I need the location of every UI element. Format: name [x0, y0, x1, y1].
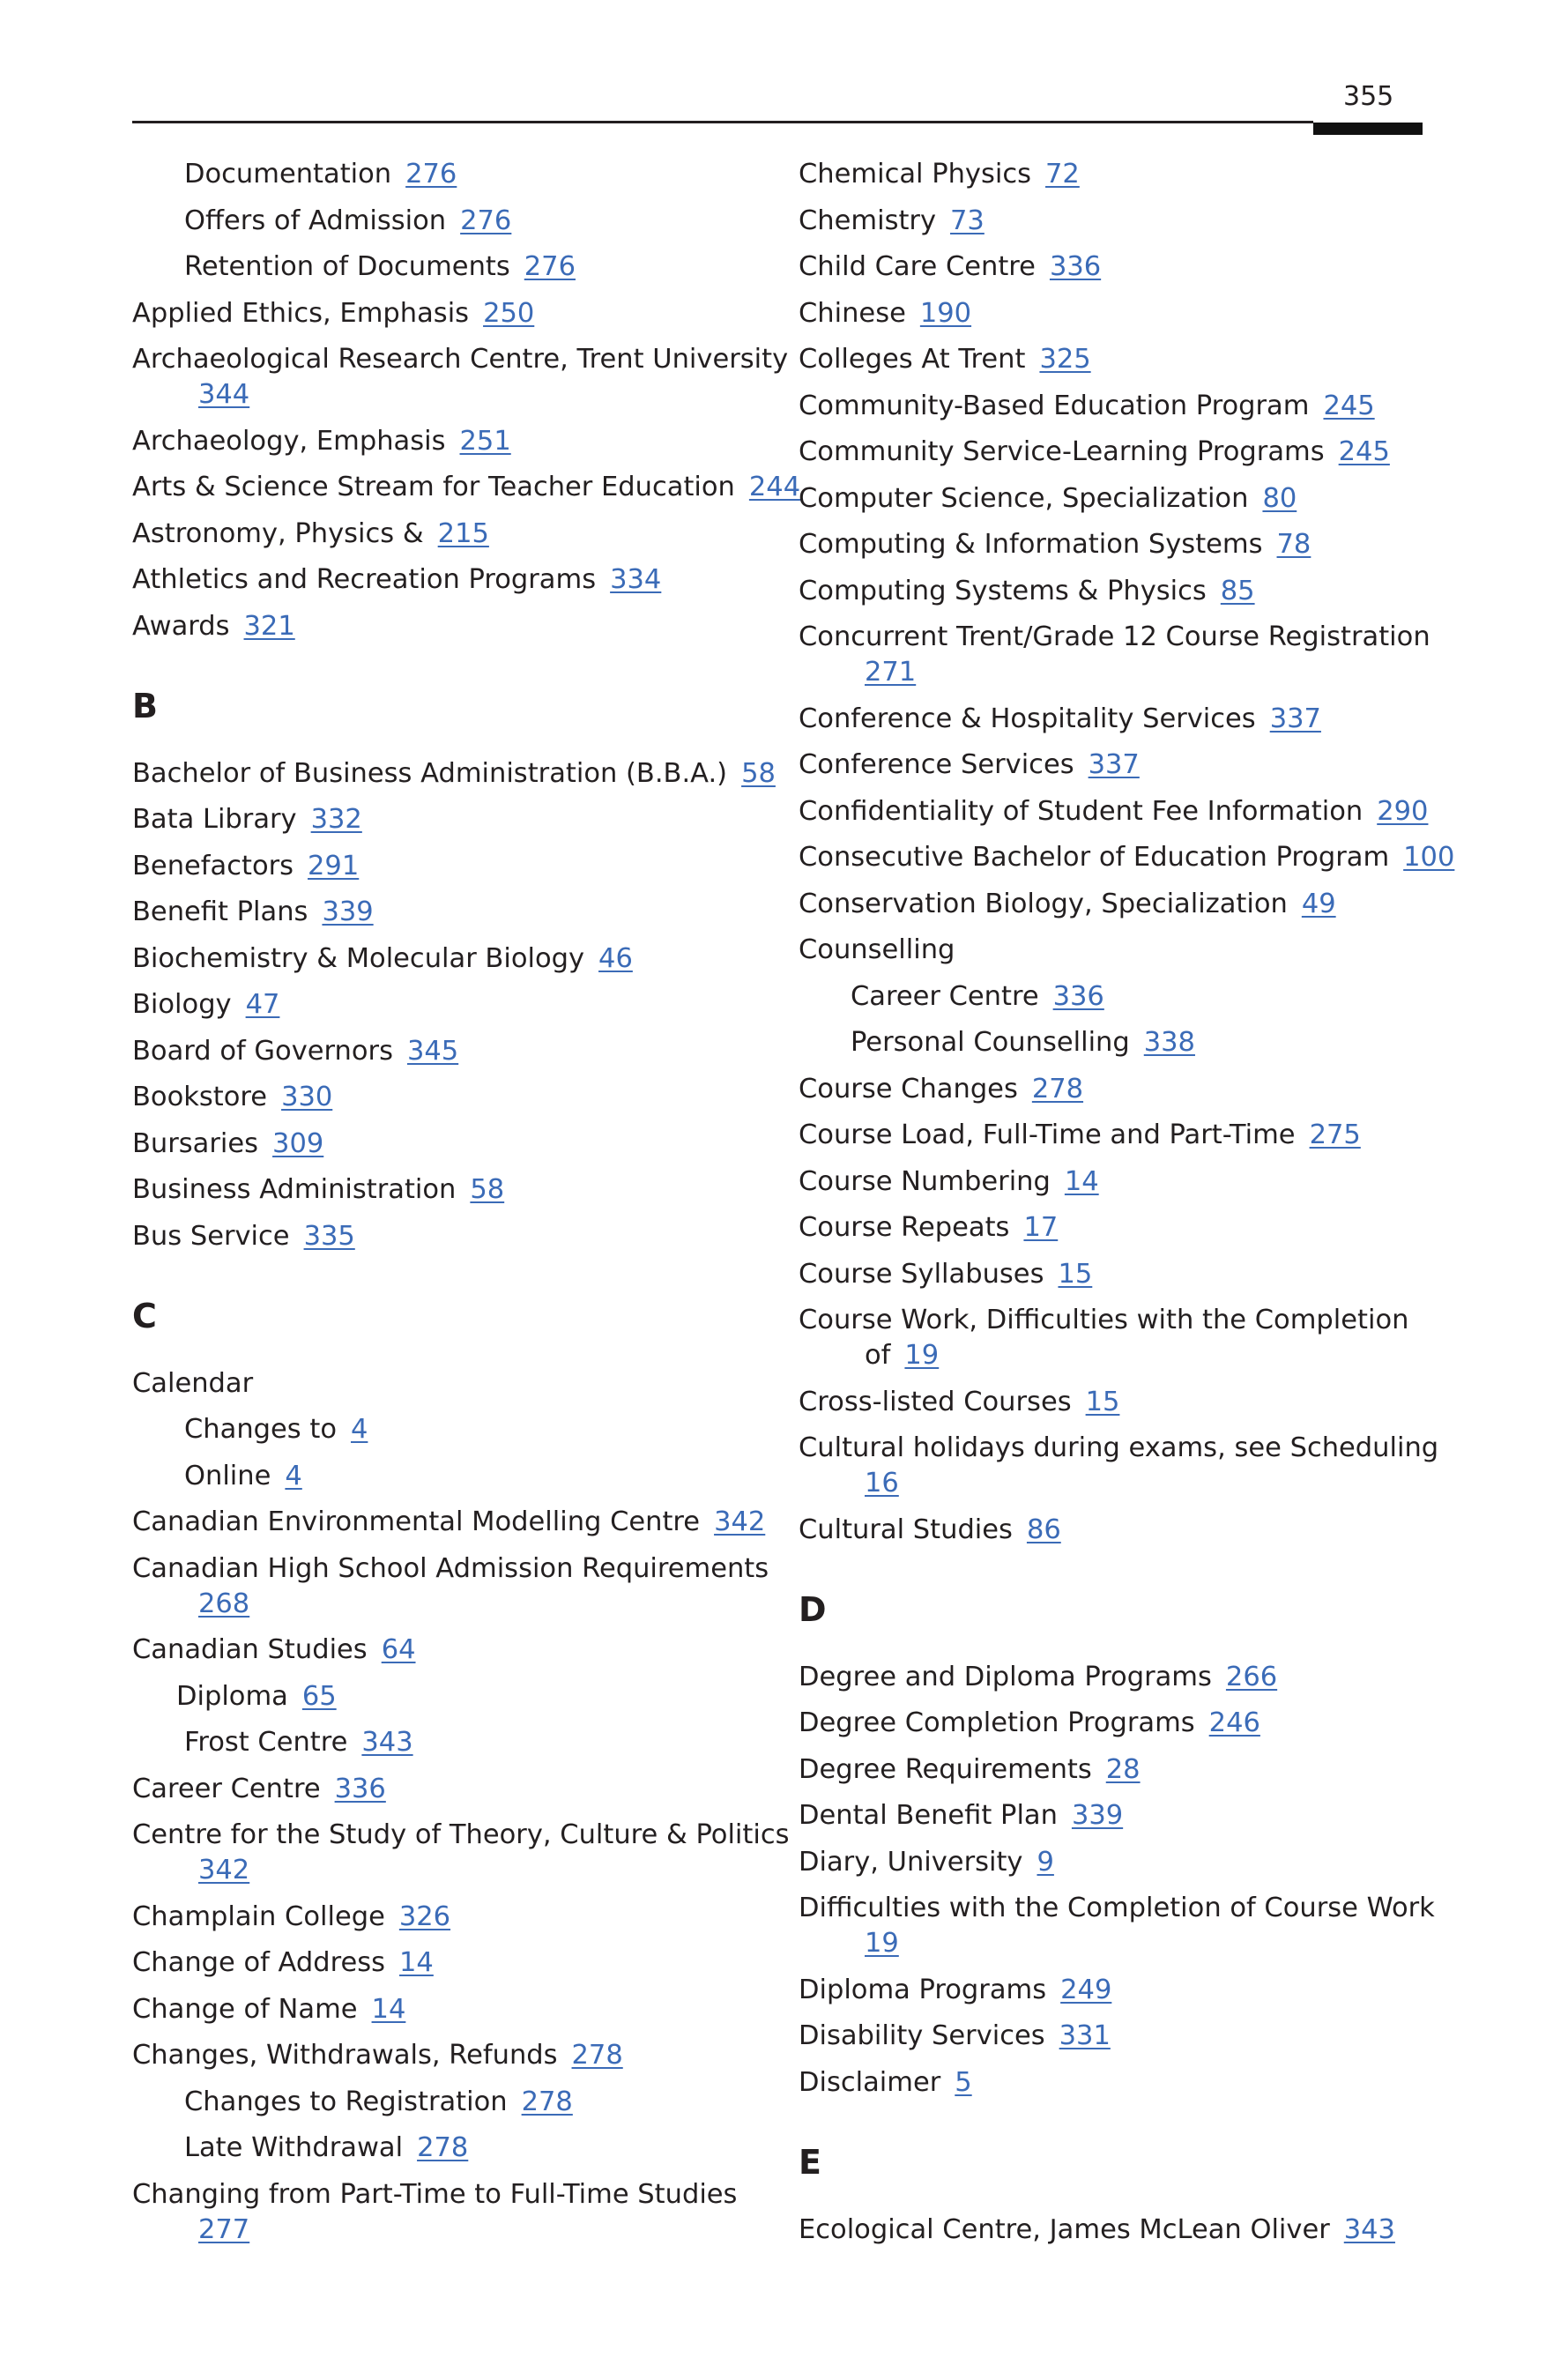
index-entry — [799, 1513, 1433, 1548]
entry-continuation — [132, 1587, 767, 1622]
index-subentry — [132, 204, 767, 239]
entry-term: Counselling — [799, 934, 955, 965]
entry-term: Confidentiality of Student Fee Information — [799, 795, 1364, 827]
entry-continuation — [799, 1926, 1433, 1961]
page-reference-link[interactable]: 46 — [598, 942, 633, 974]
entry-term: Computing Systems & Physics — [799, 575, 1207, 606]
index-entry — [132, 802, 767, 837]
entry-term: Computer Science, Specialization — [799, 482, 1249, 514]
index-subentry — [132, 157, 767, 192]
index-entry — [132, 1219, 767, 1254]
index-entry — [799, 1303, 1433, 1373]
page-reference-link[interactable]: 4 — [350, 1414, 368, 1445]
index-entry — [799, 1973, 1433, 2008]
entry-term: Child Care Centre — [799, 251, 1036, 282]
entry-term: Degree Requirements — [799, 1753, 1092, 1785]
entry-term: Course Work, Difficulties with the Completion — [799, 1305, 1409, 1335]
entry-term: Bachelor of Business Administration (B.B.A.) — [132, 757, 728, 789]
page-reference-link[interactable]: 246 — [1208, 1707, 1260, 1738]
page-reference-link[interactable]: 278 — [571, 2040, 623, 2071]
index-entry — [799, 840, 1455, 875]
page-reference-link[interactable]: 19 — [904, 1340, 940, 1371]
entry-term: Calendar — [132, 1367, 254, 1399]
index-entry — [799, 342, 1433, 377]
entry-term: Biology — [132, 989, 232, 1020]
page-reference-link[interactable]: 336 — [334, 1773, 386, 1804]
page-reference-link[interactable]: 336 — [1049, 251, 1102, 282]
index-entry — [132, 2177, 767, 2248]
index-entry — [132, 756, 776, 792]
entry-term: Personal Counselling — [851, 1027, 1130, 1058]
index-entry — [132, 1127, 767, 1162]
index-entry — [799, 1431, 1439, 1501]
entry-term: Applied Ethics, Emphasis — [132, 297, 470, 329]
index-subentry — [132, 2131, 767, 2166]
entry-term: Community Service-Learning Programs — [799, 436, 1325, 467]
page-reference-link[interactable]: 326 — [398, 1900, 451, 1932]
entry-continuation — [799, 1338, 1433, 1373]
entry-term: Changes to Registration — [184, 2086, 508, 2117]
page-reference-link[interactable]: 325 — [1039, 344, 1091, 375]
section-heading: B — [132, 686, 158, 725]
page-reference-link[interactable]: 245 — [1338, 436, 1390, 467]
index-subentry — [132, 1412, 767, 1447]
page-reference-link[interactable]: 345 — [406, 1035, 459, 1067]
page-reference-link[interactable]: 78 — [1276, 529, 1312, 560]
entry-term: Frost Centre — [184, 1727, 348, 1758]
page-reference-link[interactable]: 5 — [955, 2066, 972, 2098]
entry-term: Bus Service — [132, 1220, 290, 1252]
index-entry — [799, 620, 1433, 690]
entry-term: Board of Governors — [132, 1035, 393, 1067]
page-reference-link[interactable]: 268 — [198, 1588, 250, 1619]
entry-term: Changing from Part-Time to Full-Time Studies — [132, 2178, 738, 2210]
entry-term: Course Load, Full-Time and Part-Time — [799, 1119, 1296, 1150]
page-reference-link[interactable]: 14 — [399, 1947, 434, 1978]
index-entry — [132, 1633, 767, 1668]
page-reference-link[interactable]: 4 — [285, 1460, 302, 1491]
entry-term: Course Repeats — [799, 1212, 1010, 1243]
entry-continuation — [799, 655, 1433, 690]
page-reference-link[interactable]: 47 — [245, 989, 280, 1020]
header-rule — [132, 121, 1313, 123]
page-reference-link[interactable]: 100 — [1403, 842, 1455, 873]
page-reference-link[interactable]: 275 — [1309, 1119, 1361, 1150]
index-entry — [799, 794, 1433, 829]
page-reference-link[interactable]: 9 — [1037, 1846, 1054, 1878]
entry-term: Course Changes — [799, 1073, 1018, 1104]
entry-term: Computing & Information Systems — [799, 529, 1263, 560]
page-reference-link[interactable]: 291 — [308, 850, 360, 881]
index-entry — [799, 1752, 1433, 1788]
entry-term: Changes to — [184, 1414, 337, 1445]
page-reference-link[interactable]: 245 — [1323, 390, 1375, 421]
page-reference-link[interactable]: 215 — [437, 517, 489, 549]
page-reference-link[interactable]: 278 — [521, 2086, 573, 2117]
page-number: 355 — [1343, 81, 1394, 112]
index-entry — [799, 527, 1433, 562]
page-reference-link[interactable]: 65 — [301, 1680, 337, 1712]
page-reference-link[interactable]: 16 — [865, 1468, 899, 1499]
index-entry — [799, 296, 1433, 331]
page-reference-link[interactable]: 290 — [1377, 795, 1429, 827]
index-entry — [799, 1164, 1433, 1200]
index-entry — [799, 1798, 1433, 1833]
entry-term: Offers of Admission — [184, 205, 447, 236]
index-entry — [132, 1900, 767, 1935]
index-entry — [132, 296, 767, 331]
entry-term: Diary, University — [799, 1846, 1023, 1878]
entry-term-continuation: of — [865, 1340, 891, 1371]
page-reference-link[interactable]: 15 — [1058, 1258, 1093, 1290]
page-reference-link[interactable]: 276 — [460, 205, 512, 236]
index-entry — [799, 389, 1433, 424]
entry-term: Biochemistry & Molecular Biology — [132, 942, 585, 974]
index-subentry — [132, 1679, 767, 1714]
page-reference-link[interactable]: 251 — [459, 425, 511, 457]
index-entry — [132, 470, 801, 505]
entry-term: Chemistry — [799, 205, 937, 236]
index-entry — [132, 1551, 767, 1622]
entry-term: Changes, Withdrawals, Refunds — [132, 2040, 558, 2071]
index-entry — [799, 747, 1433, 783]
index-entry — [132, 1172, 767, 1208]
index-entry — [132, 517, 767, 552]
entry-term: Conference Services — [799, 749, 1074, 780]
index-entry — [132, 1945, 767, 1981]
entry-term: Athletics and Recreation Programs — [132, 564, 597, 595]
index-entry — [132, 849, 767, 884]
page-reference-link[interactable]: 332 — [310, 804, 362, 835]
entry-term: Canadian High School Admission Requirements — [132, 1552, 769, 1584]
page-reference-link[interactable]: 309 — [272, 1127, 324, 1159]
entry-term: Diploma Programs — [799, 1974, 1047, 2005]
index-entry — [132, 1772, 767, 1807]
entry-term: Degree and Diploma Programs — [799, 1661, 1212, 1692]
header-bar — [1313, 123, 1423, 135]
index-entry — [132, 1505, 767, 1540]
entry-term: Disability Services — [799, 2020, 1045, 2051]
index-entry — [799, 1072, 1433, 1107]
entry-term: Cultural holidays during exams, see Scheduling — [799, 1432, 1439, 1463]
page-reference-link[interactable]: 73 — [950, 205, 985, 236]
page-reference-link[interactable]: 190 — [919, 297, 972, 329]
index-entry — [132, 941, 767, 977]
entry-term: Documentation — [184, 159, 392, 190]
index-entry — [799, 435, 1433, 470]
entry-term: Course Numbering — [799, 1165, 1051, 1197]
page-reference-link[interactable]: 80 — [1262, 482, 1297, 514]
entry-term: Diploma — [176, 1680, 288, 1712]
index-entry — [799, 1660, 1433, 1695]
index-column-right — [799, 157, 1455, 2258]
page-reference-link[interactable]: 331 — [1059, 2020, 1111, 2051]
page-reference-link[interactable]: 14 — [1064, 1165, 1099, 1197]
page-reference-link[interactable]: 244 — [748, 472, 801, 502]
entry-term: Canadian Studies — [132, 1634, 368, 1665]
entry-continuation — [799, 1466, 1433, 1501]
page-reference-link[interactable]: 250 — [483, 297, 535, 329]
entry-term: Centre for the Study of Theory, Culture & Politics — [132, 1819, 790, 1850]
entry-term: Difficulties with the Completion of Course Work — [799, 1893, 1435, 1923]
index-entry — [132, 424, 767, 459]
page-reference-link[interactable]: 58 — [470, 1174, 505, 1205]
index-subentry — [132, 249, 767, 285]
page-reference-link[interactable]: 28 — [1105, 1753, 1141, 1785]
index-entry — [799, 1706, 1433, 1741]
entry-continuation — [132, 2213, 767, 2248]
page-reference-link[interactable]: 276 — [405, 159, 457, 190]
index-entry — [132, 1034, 767, 1069]
page-reference-link[interactable]: 337 — [1088, 749, 1140, 780]
index-entry — [799, 933, 1433, 968]
entry-term: Career Centre — [132, 1773, 321, 1804]
entry-term: Consecutive Bachelor of Education Program — [799, 842, 1390, 873]
entry-term: Benefactors — [132, 850, 294, 881]
entry-term: Champlain College — [132, 1900, 385, 1932]
page-reference-link[interactable]: 330 — [281, 1082, 333, 1112]
section-heading: C — [132, 1296, 157, 1335]
entry-term: Astronomy, Physics & — [132, 517, 424, 549]
entry-term: Late Withdrawal — [184, 2132, 404, 2163]
index-entry — [132, 562, 767, 598]
entry-continuation — [132, 1853, 767, 1888]
entry-term: Concurrent Trent/Grade 12 Course Registration — [799, 621, 1430, 652]
page-reference-link[interactable]: 321 — [243, 610, 295, 642]
page-reference-link[interactable]: 342 — [714, 1506, 766, 1537]
index-entry — [132, 895, 767, 930]
page-reference-link[interactable]: 19 — [865, 1928, 899, 1959]
page-reference-link[interactable]: 277 — [198, 2213, 250, 2245]
index-subentry — [132, 1725, 767, 1760]
page-reference-link[interactable]: 344 — [198, 379, 250, 410]
entry-term: Bookstore — [132, 1082, 268, 1112]
page-reference-link[interactable]: 271 — [865, 657, 917, 688]
index-entry — [799, 2019, 1433, 2054]
entry-term: Canadian Environmental Modelling Centre — [132, 1506, 701, 1537]
section-heading: D — [799, 1589, 827, 1629]
entry-term: Change of Name — [132, 1993, 358, 2025]
entry-term: Change of Address — [132, 1947, 386, 1978]
entry-term: Chemical Physics — [799, 159, 1032, 190]
entry-term: Colleges At Trent — [799, 344, 1026, 375]
page-reference-link[interactable]: 72 — [1045, 159, 1080, 190]
index-entry — [799, 574, 1433, 609]
entry-term: Benefit Plans — [132, 896, 308, 927]
index-entry — [799, 1210, 1433, 1246]
entry-term: Cross-listed Courses — [799, 1386, 1072, 1417]
index-entry — [799, 2065, 1433, 2101]
index-entry — [799, 887, 1433, 922]
page-reference-link[interactable]: 14 — [371, 1993, 406, 2025]
index-entry — [132, 1818, 790, 1888]
page-reference-link[interactable]: 276 — [524, 251, 576, 282]
page-reference-link[interactable]: 15 — [1085, 1386, 1120, 1417]
page-reference-link[interactable]: 278 — [1031, 1073, 1084, 1104]
page-reference-link[interactable]: 58 — [741, 757, 776, 789]
index-entry — [799, 1118, 1433, 1153]
index-entry — [132, 1366, 767, 1402]
entry-term: Degree Completion Programs — [799, 1707, 1195, 1738]
index-entry — [799, 204, 1433, 239]
entry-term: Bursaries — [132, 1127, 259, 1159]
index-entry — [799, 702, 1433, 737]
index-entry — [799, 1891, 1433, 1961]
entry-term: Archaeological Research Centre, Trent University — [132, 344, 789, 375]
page-reference-link[interactable]: 336 — [1052, 980, 1104, 1012]
entry-term: Retention of Documents — [184, 251, 510, 282]
index-entry — [132, 2038, 767, 2073]
page-reference-link[interactable]: 249 — [1060, 1974, 1112, 2005]
index-subentry — [799, 1025, 1433, 1060]
page-reference-link[interactable]: 334 — [610, 564, 662, 595]
entry-term: Chinese — [799, 297, 906, 329]
page-reference-link[interactable]: 85 — [1220, 575, 1255, 606]
entry-term: Business Administration — [132, 1174, 457, 1205]
index-subentry — [132, 1459, 767, 1494]
index-entry — [799, 249, 1433, 285]
page-reference-link[interactable]: 339 — [1071, 1800, 1124, 1831]
index-entry — [799, 1845, 1433, 1880]
entry-term: Career Centre — [851, 980, 1039, 1012]
entry-term: Dental Benefit Plan — [799, 1800, 1058, 1831]
entry-term: Cultural Studies — [799, 1514, 1013, 1545]
page-reference-link[interactable]: 266 — [1225, 1661, 1278, 1692]
index-entry — [799, 2213, 1433, 2248]
index-subentry — [132, 2085, 767, 2120]
index-entry — [132, 1080, 767, 1115]
section-heading: E — [799, 2142, 821, 2182]
page-reference-link[interactable]: 49 — [1301, 888, 1336, 919]
entry-term: Ecological Centre, James McLean Oliver — [799, 2213, 1330, 2245]
page-reference-link[interactable]: 343 — [1343, 2213, 1395, 2245]
index-entry — [799, 1257, 1433, 1292]
index-entry — [132, 342, 789, 413]
page-reference-link[interactable]: 17 — [1023, 1212, 1059, 1243]
entry-term: Conservation Biology, Specialization — [799, 888, 1288, 919]
page-reference-link[interactable]: 338 — [1143, 1027, 1195, 1058]
entry-term: Awards — [132, 610, 230, 642]
index-entry — [799, 157, 1433, 192]
index-entry — [799, 1385, 1433, 1420]
entry-term: Bata Library — [132, 804, 297, 835]
entry-term: Conference & Hospitality Services — [799, 703, 1256, 734]
entry-term: Course Syllabuses — [799, 1258, 1044, 1290]
page-reference-link[interactable]: 335 — [303, 1220, 355, 1252]
entry-term: Disclaimer — [799, 2066, 941, 2098]
page-reference-link[interactable]: 86 — [1026, 1514, 1061, 1545]
index-entry — [132, 987, 767, 1023]
index-entry — [132, 1992, 767, 2027]
index-entry — [799, 481, 1433, 517]
index-column-left — [132, 157, 801, 2258]
page-reference-link[interactable]: 278 — [417, 2132, 469, 2163]
entry-term: Online — [184, 1460, 271, 1491]
page-reference-link[interactable]: 64 — [381, 1634, 416, 1665]
index-subentry — [799, 979, 1433, 1015]
entry-term: Archaeology, Emphasis — [132, 425, 446, 457]
entry-term: Community-Based Education Program — [799, 390, 1310, 421]
page-reference-link[interactable]: 337 — [1269, 703, 1321, 734]
page-reference-link[interactable]: 342 — [198, 1855, 250, 1885]
entry-term: Arts & Science Stream for Teacher Education — [132, 472, 735, 502]
page-reference-link[interactable]: 339 — [322, 896, 374, 927]
entry-continuation — [132, 377, 767, 413]
page-reference-link[interactable]: 343 — [361, 1727, 413, 1758]
index-entry — [132, 609, 767, 644]
